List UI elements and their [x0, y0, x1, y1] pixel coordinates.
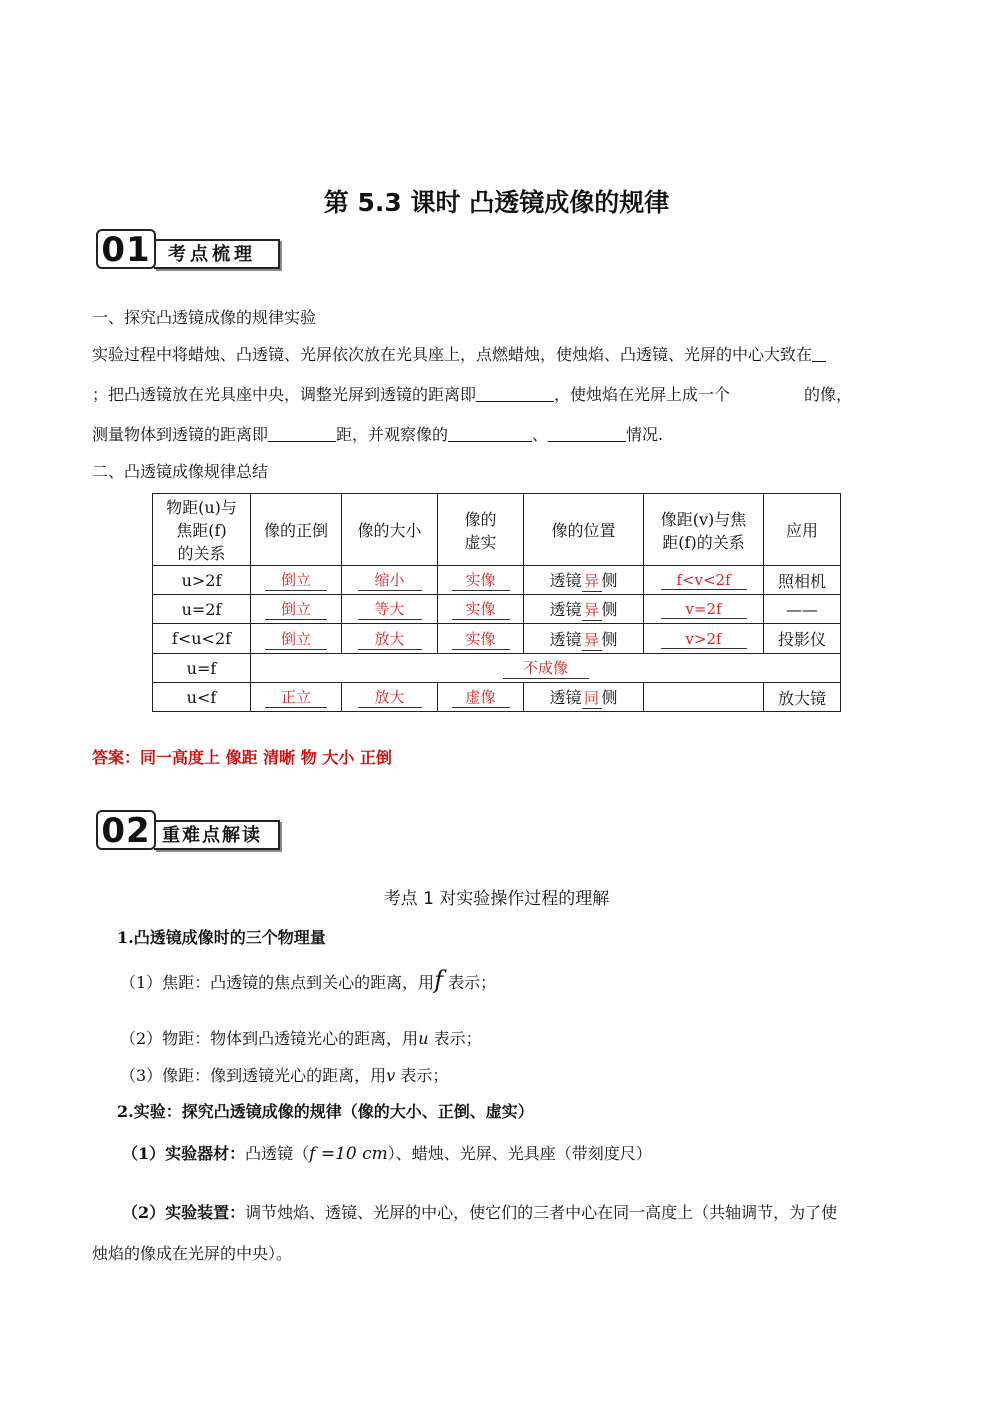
- answer-cell: v=2f: [644, 595, 764, 624]
- header-cell: 像的 虚实: [438, 494, 524, 566]
- symbol-v: v: [386, 1066, 396, 1085]
- blank-6: [548, 425, 626, 442]
- paragraph-line-3: [92, 425, 663, 445]
- blank-5: [448, 425, 532, 442]
- line2c-text: 的像，: [804, 385, 853, 404]
- header-cell: 像的正倒: [251, 494, 342, 566]
- imaging-rules-table: [152, 493, 841, 712]
- answer-cell: [644, 683, 764, 712]
- badge-label: 重难点解读: [154, 820, 280, 850]
- item-focal-length: （1）焦距：凸透镜的焦点到关心的距离，用f 表示；: [120, 966, 497, 994]
- line3a-text: 测量物体到透镜的距离即: [92, 425, 269, 444]
- answer-cell: 实像: [438, 595, 524, 624]
- table-row: [153, 683, 841, 712]
- header-cell: 物距(u)与 焦距(f) 的关系: [153, 494, 251, 566]
- relation-cell: u=f: [153, 654, 251, 683]
- page-title: 第 5.3 课时 凸透镜成像的规律: [323, 188, 670, 217]
- position-cell: 透镜 同 侧: [524, 683, 644, 712]
- blank-4: [268, 425, 336, 442]
- header-cell: 像的大小: [342, 494, 438, 566]
- relation-cell: u<f: [153, 683, 251, 712]
- answer-cell: 放大: [342, 624, 438, 654]
- application-cell: ——: [764, 595, 841, 624]
- badge-number: 01: [96, 229, 156, 269]
- answer-cell: 虚像: [438, 683, 524, 712]
- table-row: [153, 624, 841, 654]
- paragraph-line-2: [92, 385, 912, 405]
- line3b-text: 距，并观察像的: [336, 425, 449, 444]
- position-cell: 透镜 异 侧: [524, 566, 644, 595]
- application-cell: 放大镜: [764, 683, 841, 712]
- position-cell: 透镜 异 侧: [524, 624, 644, 654]
- header-cell: 像距(v)与焦 距(f)的关系: [644, 494, 764, 566]
- point-title: 考点 1 对实验操作过程的理解: [383, 889, 610, 909]
- answer-cell: f<v<2f: [644, 566, 764, 595]
- line3c-text: 、: [532, 425, 549, 444]
- line1-text: 实验过程中将蜡烛、凸透镜、光屏依次放在光具座上，点燃蜡烛，使烛焰、凸透镜、光屏的中心大致在: [92, 345, 813, 364]
- header-cell: 像的位置: [524, 494, 644, 566]
- answer-cell: 倒立: [251, 595, 342, 624]
- answer-cell: 正立: [251, 683, 342, 712]
- relation-cell: u=2f: [153, 595, 251, 624]
- line3d-text: 情况.: [626, 425, 664, 444]
- item-setup-line-1: （2）实验装置：调节烛焰、透镜、光屏的中心，使它们的三者中心在同一高度上（共轴调节，为了使: [122, 1203, 838, 1222]
- merged-answer-cell: 不成像: [251, 654, 841, 683]
- answer-line: 答案：同一高度上 像距 清晰 物 大小 正倒: [92, 748, 392, 767]
- subheading-experiment: 2.实验：探究凸透镜成像的规律（像的大小、正倒、虚实）: [117, 1102, 534, 1121]
- table-row: [153, 654, 841, 683]
- line2b-text: ，使烛焰在光屏上成一个: [554, 385, 731, 404]
- application-cell: 投影仪: [764, 624, 841, 654]
- heading-summary: 二、凸透镜成像规律总结: [92, 462, 269, 481]
- answer-cell: v>2f: [644, 624, 764, 654]
- answer-cell: 实像: [438, 624, 524, 654]
- subheading-quantities: 1.凸透镜成像时的三个物理量: [117, 928, 326, 947]
- blank-2: [476, 385, 554, 402]
- item-object-distance: （2）物距：物体到凸透镜光心的距离，用u 表示；: [120, 1029, 482, 1048]
- item-equipment: （1）实验器材：凸透镜（f =10 cm）、蜡烛、光屏、光具座（带刻度尺）: [122, 1144, 652, 1164]
- table-row: [153, 595, 841, 624]
- blank-1: [812, 345, 826, 362]
- answer-cell: 等大: [342, 595, 438, 624]
- answer-cell: 缩小: [342, 566, 438, 595]
- relation-cell: u>2f: [153, 566, 251, 595]
- answer-cell: 放大: [342, 683, 438, 712]
- application-cell: 照相机: [764, 566, 841, 595]
- table-row: [153, 566, 841, 595]
- symbol-u: u: [418, 1029, 429, 1048]
- badge-number: 02: [96, 810, 156, 850]
- item-image-distance: （3）像距：像到透镜光心的距离，用v 表示；: [120, 1066, 449, 1085]
- heading-experiment: 一、探究凸透镜成像的规律实验: [92, 308, 317, 327]
- table-header-row: [153, 494, 841, 566]
- symbol-f: f: [434, 966, 444, 994]
- badge-label: 考点梳理: [154, 239, 280, 269]
- item-setup-line-2: 烛焰的像成在光屏的中央）。: [92, 1244, 293, 1263]
- answer-cell: 实像: [438, 566, 524, 595]
- answer-cell: 倒立: [251, 566, 342, 595]
- answer-cell: 倒立: [251, 624, 342, 654]
- relation-cell: f<u<2f: [153, 624, 251, 654]
- focal-length-value: f =10 cm: [309, 1144, 388, 1164]
- paragraph-line-1: [92, 345, 826, 365]
- position-cell: 透镜 异 侧: [524, 595, 644, 624]
- header-cell: 应用: [764, 494, 841, 566]
- line2a-text: ；把凸透镜放在光具座中央，调整光屏到透镜的距离即: [92, 385, 477, 404]
